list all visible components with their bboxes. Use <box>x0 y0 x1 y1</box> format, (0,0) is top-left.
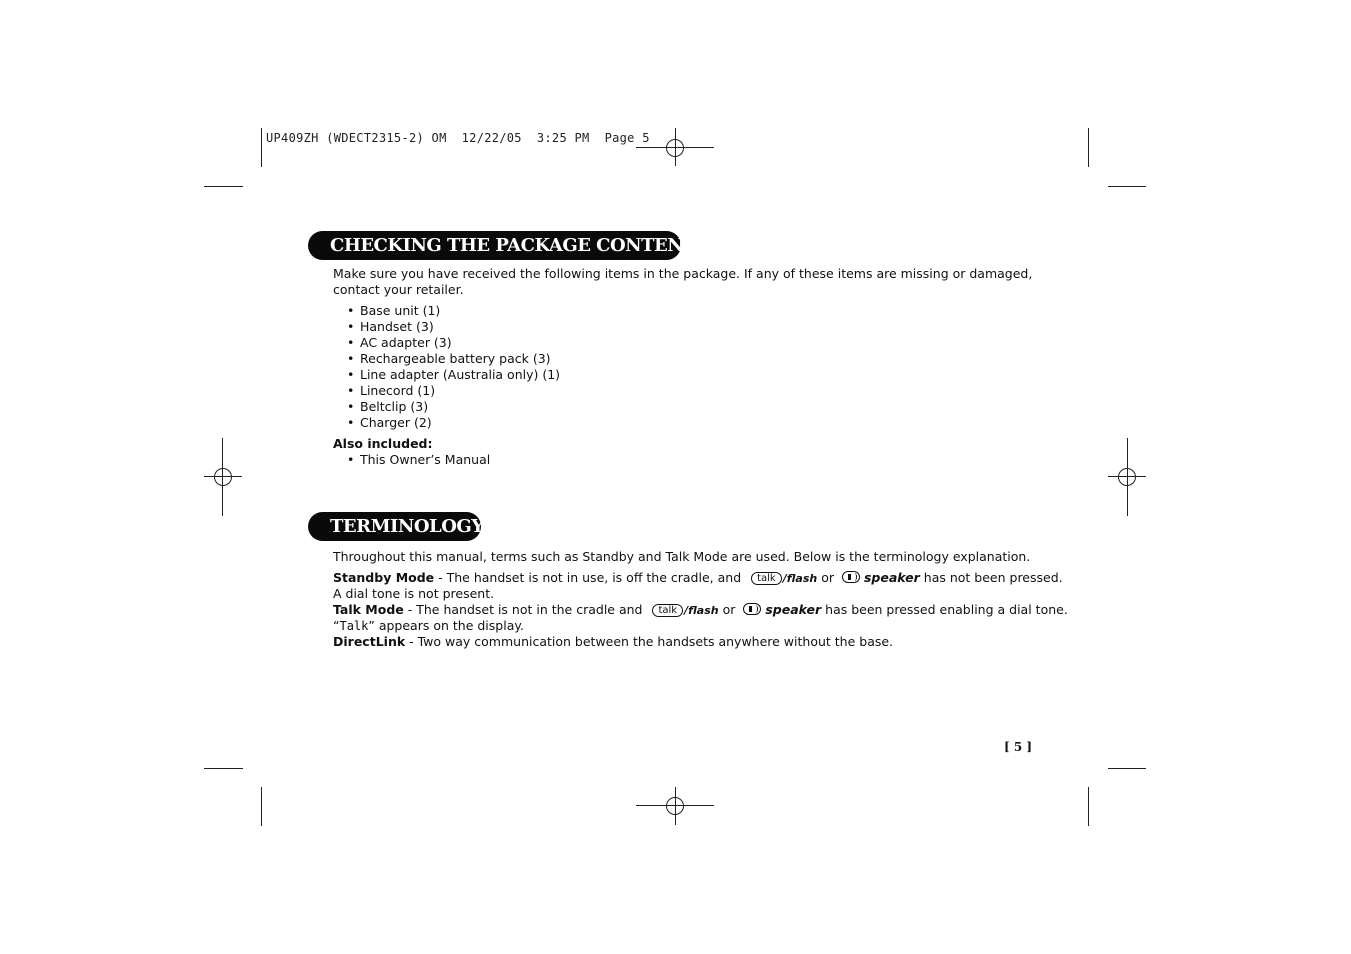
list-item: • Handset (3) <box>347 319 560 335</box>
talk-mode-line <box>333 602 1068 619</box>
list-item: • Linecord (1) <box>347 383 560 399</box>
list-item: • Rechargeable battery pack (3) <box>347 351 560 367</box>
standby-text-a: - The handset is not in use, is off the cradle, and <box>434 570 742 585</box>
talk-text-a: - The handset is not in the cradle and <box>403 602 643 617</box>
page-number: [ 5 ] <box>1004 740 1033 754</box>
talk-text-c: ” appears on the display. <box>368 618 524 633</box>
also-included-label: Also included: <box>333 436 433 451</box>
package-intro-line-2: contact your retailer. <box>333 282 464 297</box>
directlink-text: - Two way communication between the handsets anywhere without the base. <box>405 634 894 649</box>
package-items-list <box>347 303 560 431</box>
or-word: or <box>722 602 736 617</box>
terminology-heading: TERMINOLOGY <box>308 512 481 541</box>
flash-label: /flash <box>782 572 818 585</box>
list-item: • Charger (2) <box>347 415 560 431</box>
list-item: • Base unit (1) <box>347 303 560 319</box>
list-item: • AC adapter (3) <box>347 335 560 351</box>
or-word: or <box>821 570 834 585</box>
talk-display-line <box>333 618 524 634</box>
talk-key-icon: talk <box>652 604 683 617</box>
list-item: • Line adapter (Australia only) (1) <box>347 367 560 383</box>
list-item: • Beltclip (3) <box>347 399 560 415</box>
flash-label: /flash <box>684 604 719 617</box>
standby-text-b: has not been pressed. <box>923 570 1063 585</box>
list-item: • This Owner’s Manual <box>347 452 490 468</box>
directlink-term: DirectLink <box>333 634 406 649</box>
display-word: Talk <box>339 619 369 633</box>
speaker-label: speaker <box>765 602 822 617</box>
speaker-key-icon <box>842 571 860 583</box>
talk-mode-term: Talk Mode <box>333 602 404 617</box>
standby-text-c: A dial tone is not present. <box>333 586 495 601</box>
talk-key-icon: talk <box>751 572 782 585</box>
package-heading: CHECKING THE PACKAGE CONTENTS <box>308 231 681 260</box>
package-intro-line-1: Make sure you have received the following items in the package. If any of these items are missing or damaged, <box>333 266 1033 281</box>
standby-mode-term: Standby Mode <box>333 570 435 585</box>
standby-mode-line <box>333 570 1063 587</box>
speaker-label: speaker <box>863 570 920 585</box>
also-included-list <box>347 452 490 468</box>
directlink-line <box>333 634 893 650</box>
print-slug: UP409ZH (WDECT2315-2) OM 12/22/05 3:25 PM Page 5 <box>266 131 650 145</box>
talk-text-b: has been pressed enabling a dial tone. <box>825 602 1068 617</box>
terminology-intro: Throughout this manual, terms such as Standby and Talk Mode are used. Below is the terminology explanation. <box>333 549 1031 564</box>
speaker-key-icon <box>743 603 761 615</box>
quote-open: “ <box>333 618 340 633</box>
